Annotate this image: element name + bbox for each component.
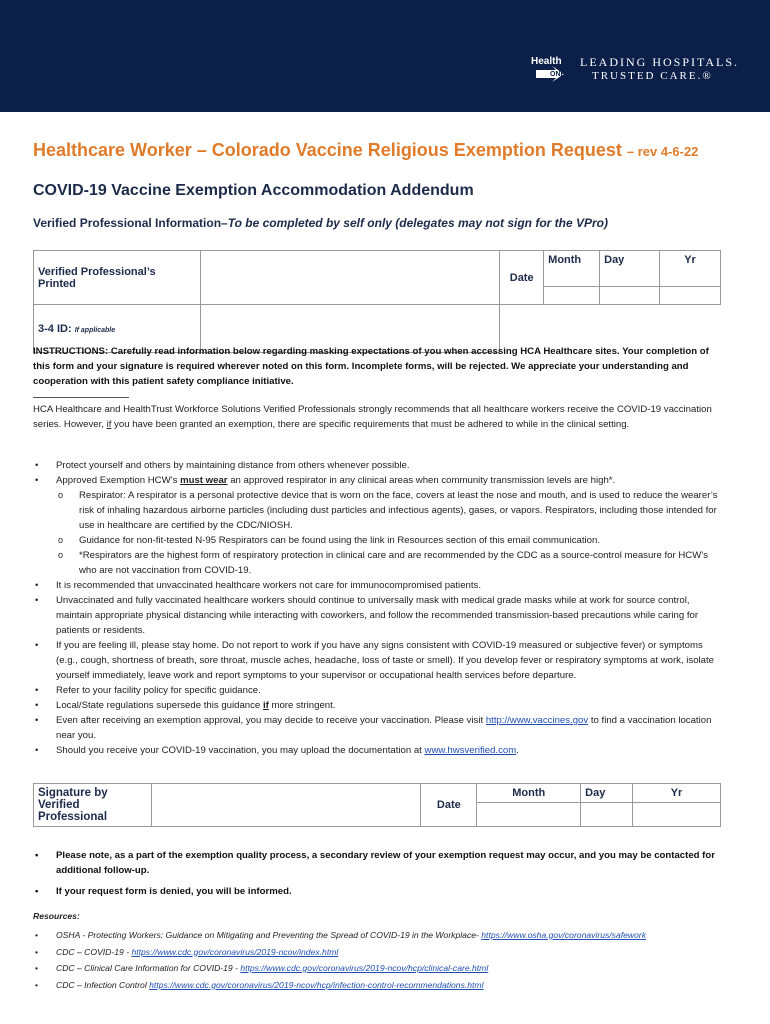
sig-day-header: Day <box>581 784 633 803</box>
list-item: o *Respirators are the highest form of respiratory protection in clinical care and are recommended by the CDC as a source-control measure for HCW’s who are not vaccination from COVID-19. <box>56 548 723 578</box>
list-item: o Respirator: A respirator is a personal protective device that is worn on the face, covers at least the nose and mouth, and is used to reduce the wearer’s risk of inhaling hazardous airborne particles (including dust particles and infectious agents), gases, or vapors. Respirators, including those intended for use in healthcare are certified by the CDC/NIOSH. <box>56 488 723 533</box>
date-label: Date <box>500 251 544 305</box>
sig-date-label: Date <box>421 784 477 827</box>
intro-paragraph: HCA Healthcare and HealthTrust Workforce Solutions Verified Professionals strongly recommends that all healthcare workers receive the COVID-19 vaccination series. However, if you have been granted an exemption, there are specific requirements that must be adhered to while in the clinical setting. <box>33 404 712 430</box>
vpro-info-table <box>33 250 721 353</box>
list-item: • It is recommended that unvaccinated healthcare workers not care for immunocompromised patients. <box>33 578 723 593</box>
list-item: • CDC – COVID-19 - https://www.cdc.gov/coronavirus/2019-ncov/index.html <box>33 944 733 961</box>
sub-list <box>56 488 723 578</box>
date-yr-field[interactable] <box>660 287 721 305</box>
instructions-text: INSTRUCTIONS: Carefully read information below regarding masking expectations of you when accessing HCA Healthcare sites. Your completion of this form and your signature is required wherever noted on this form. Incomplete forms, will be rejected. We appreciate your understanding and cooperation with this patient safety compliance initiative. <box>33 346 709 387</box>
list-item: • Should you receive your COVID-19 vaccination, you may upload the documentation at www.hwsverified.com. <box>33 743 723 758</box>
printed-name-field[interactable] <box>200 251 499 305</box>
list-item: • Protect yourself and others by maintaining distance from others whenever possible. <box>33 458 723 473</box>
svg-text:ONE: ONE <box>550 71 566 78</box>
signature-label: Signature by Verified Professional <box>34 784 152 827</box>
signature-table <box>33 783 721 827</box>
vaccines-gov-link[interactable]: http://www.vaccines.gov <box>485 715 589 726</box>
list-item: • CDC – Infection Control https://www.cdc.gov/coronavirus/2019-ncov/hcp/infection-control-recommendations.html <box>33 977 733 994</box>
date-month-field[interactable] <box>544 287 600 305</box>
signature-field[interactable] <box>151 784 420 827</box>
list-item: • Unvaccinated and fully vaccinated healthcare workers should continue to universally mask with medical grade masks while at work for source control, maintain appropriate physical distancing while interacting with coworkers, and follow the recommended transmission-based precautions while caring for patients or residents. <box>33 593 723 638</box>
svg-text:Health: Health <box>531 56 562 67</box>
requirements-list <box>33 458 723 758</box>
page-subtitle: COVID-19 Vaccine Exemption Accommodation Addendum <box>33 182 474 199</box>
sig-day-field[interactable] <box>581 803 633 827</box>
list-item: • OSHA - Protecting Workers: Guidance on Mitigating and Preventing the Spread of COVID-19 in the Workplace- https://www.osha.gov/coronavirus/safework <box>33 927 733 944</box>
date-day-field[interactable] <box>600 287 660 305</box>
list-item: • Local/State regulations supersede this guidance if more stringent. <box>33 698 723 713</box>
sig-month-header: Month <box>477 784 581 803</box>
sig-month-field[interactable] <box>477 803 581 827</box>
vpro-info-header: Verified Professional Information–To be completed by self only (delegates may not sign for the VPro) <box>33 216 609 230</box>
month-header: Month <box>544 251 600 287</box>
sig-yr-header: Yr <box>633 784 721 803</box>
printed-name-label: Verified Professional’s Printed <box>34 251 201 305</box>
list-item: • If your request form is denied, you will be informed. <box>33 884 723 899</box>
sig-yr-field[interactable] <box>633 803 721 827</box>
hwsverified-link[interactable]: www.hwsverified.com <box>424 745 517 756</box>
list-item: o Guidance for non-fit-tested N-95 Respirators can be found using the link in Resources section of this email communication. <box>56 533 723 548</box>
cdc-clinical-care-link[interactable]: https://www.cdc.gov/coronavirus/2019-ncov/hcp/clinical-care.html <box>240 963 489 973</box>
divider <box>33 397 129 398</box>
id-note: If applicable <box>74 326 116 334</box>
cdc-infection-control-link[interactable]: https://www.cdc.gov/coronavirus/2019-ncov/hcp/infection-control-recommendations.html <box>149 979 484 990</box>
list-item: • Please note, as a part of the exemption quality process, a secondary review of your exemption request may occur, and you may be contacted for additional follow-up. <box>33 848 723 878</box>
resources-list <box>33 927 733 993</box>
page-title: Healthcare Worker – Colorado Vaccine Religious Exemption Request – rev 4-6-22 <box>33 140 699 160</box>
notes-list <box>33 848 723 905</box>
header-banner <box>0 0 770 112</box>
cdc-covid-link[interactable]: https://www.cdc.gov/coronavirus/2019-ncov/index.html <box>131 946 339 957</box>
revision-label: – rev 4-6-22 <box>626 144 699 159</box>
healthone-logo-mark <box>530 50 570 88</box>
list-item: • If you are feeling ill, please stay home. Do not report to work if you have any signs consistent with COVID-19 measured or subjective fever) or symptoms (e.g., cough, shortness of breath, sore throat, muscle aches, headache, loss of taste or smell). If you develop fever or respiratory symptoms at work, isolate yourself immediately, leave work and report symptoms to your supervisor or occupational health services before departure. <box>33 638 723 683</box>
list-item: • CDC – Clinical Care Information for COVID-19 - https://www.cdc.gov/coronavirus/2019-ncov/hcp/clinical-care.html <box>33 960 733 977</box>
list-item: • Refer to your facility policy for specific guidance. <box>33 683 723 698</box>
resources-heading: Resources: <box>33 911 80 921</box>
list-item: • Approved Exemption HCW’s must wear an approved respirator in any clinical areas when community transmission levels are high*. o Respirator: A respirator is a personal protective device that is worn on the face, covers at least the nose and mouth, and is used to reduce the wearer’s risk of inhaling hazardous airborne particles (including dust particles and infectious agents), gases, or vapors. Respirators, including those intended for use in healthcare are certified by the CDC/NIOSH. o Guidance for non-fit-tested N-95 Respirators can be found using the link in Resources section of this email communication. o *Respirators are the highest form of respiratory protection in clinical care and are recommended by the CDC as a source-control measure for HCW’s who are not vaccination from COVID-19. <box>33 473 723 578</box>
healthone-logo <box>530 50 739 88</box>
day-header: Day <box>600 251 660 287</box>
logo-tagline: LEADING HOSPITALS. TRUSTED CARE.® <box>580 55 740 82</box>
list-item: • Even after receiving an exemption approval, you may decide to receive your vaccination. Please visit http://www.vaccines.gov to find a vaccination location near you. <box>33 713 723 743</box>
id-label: 3-4 ID: If applicable <box>34 305 201 353</box>
yr-header: Yr <box>660 251 721 287</box>
osha-link[interactable]: https://www.osha.gov/coronavirus/safework <box>481 930 647 940</box>
